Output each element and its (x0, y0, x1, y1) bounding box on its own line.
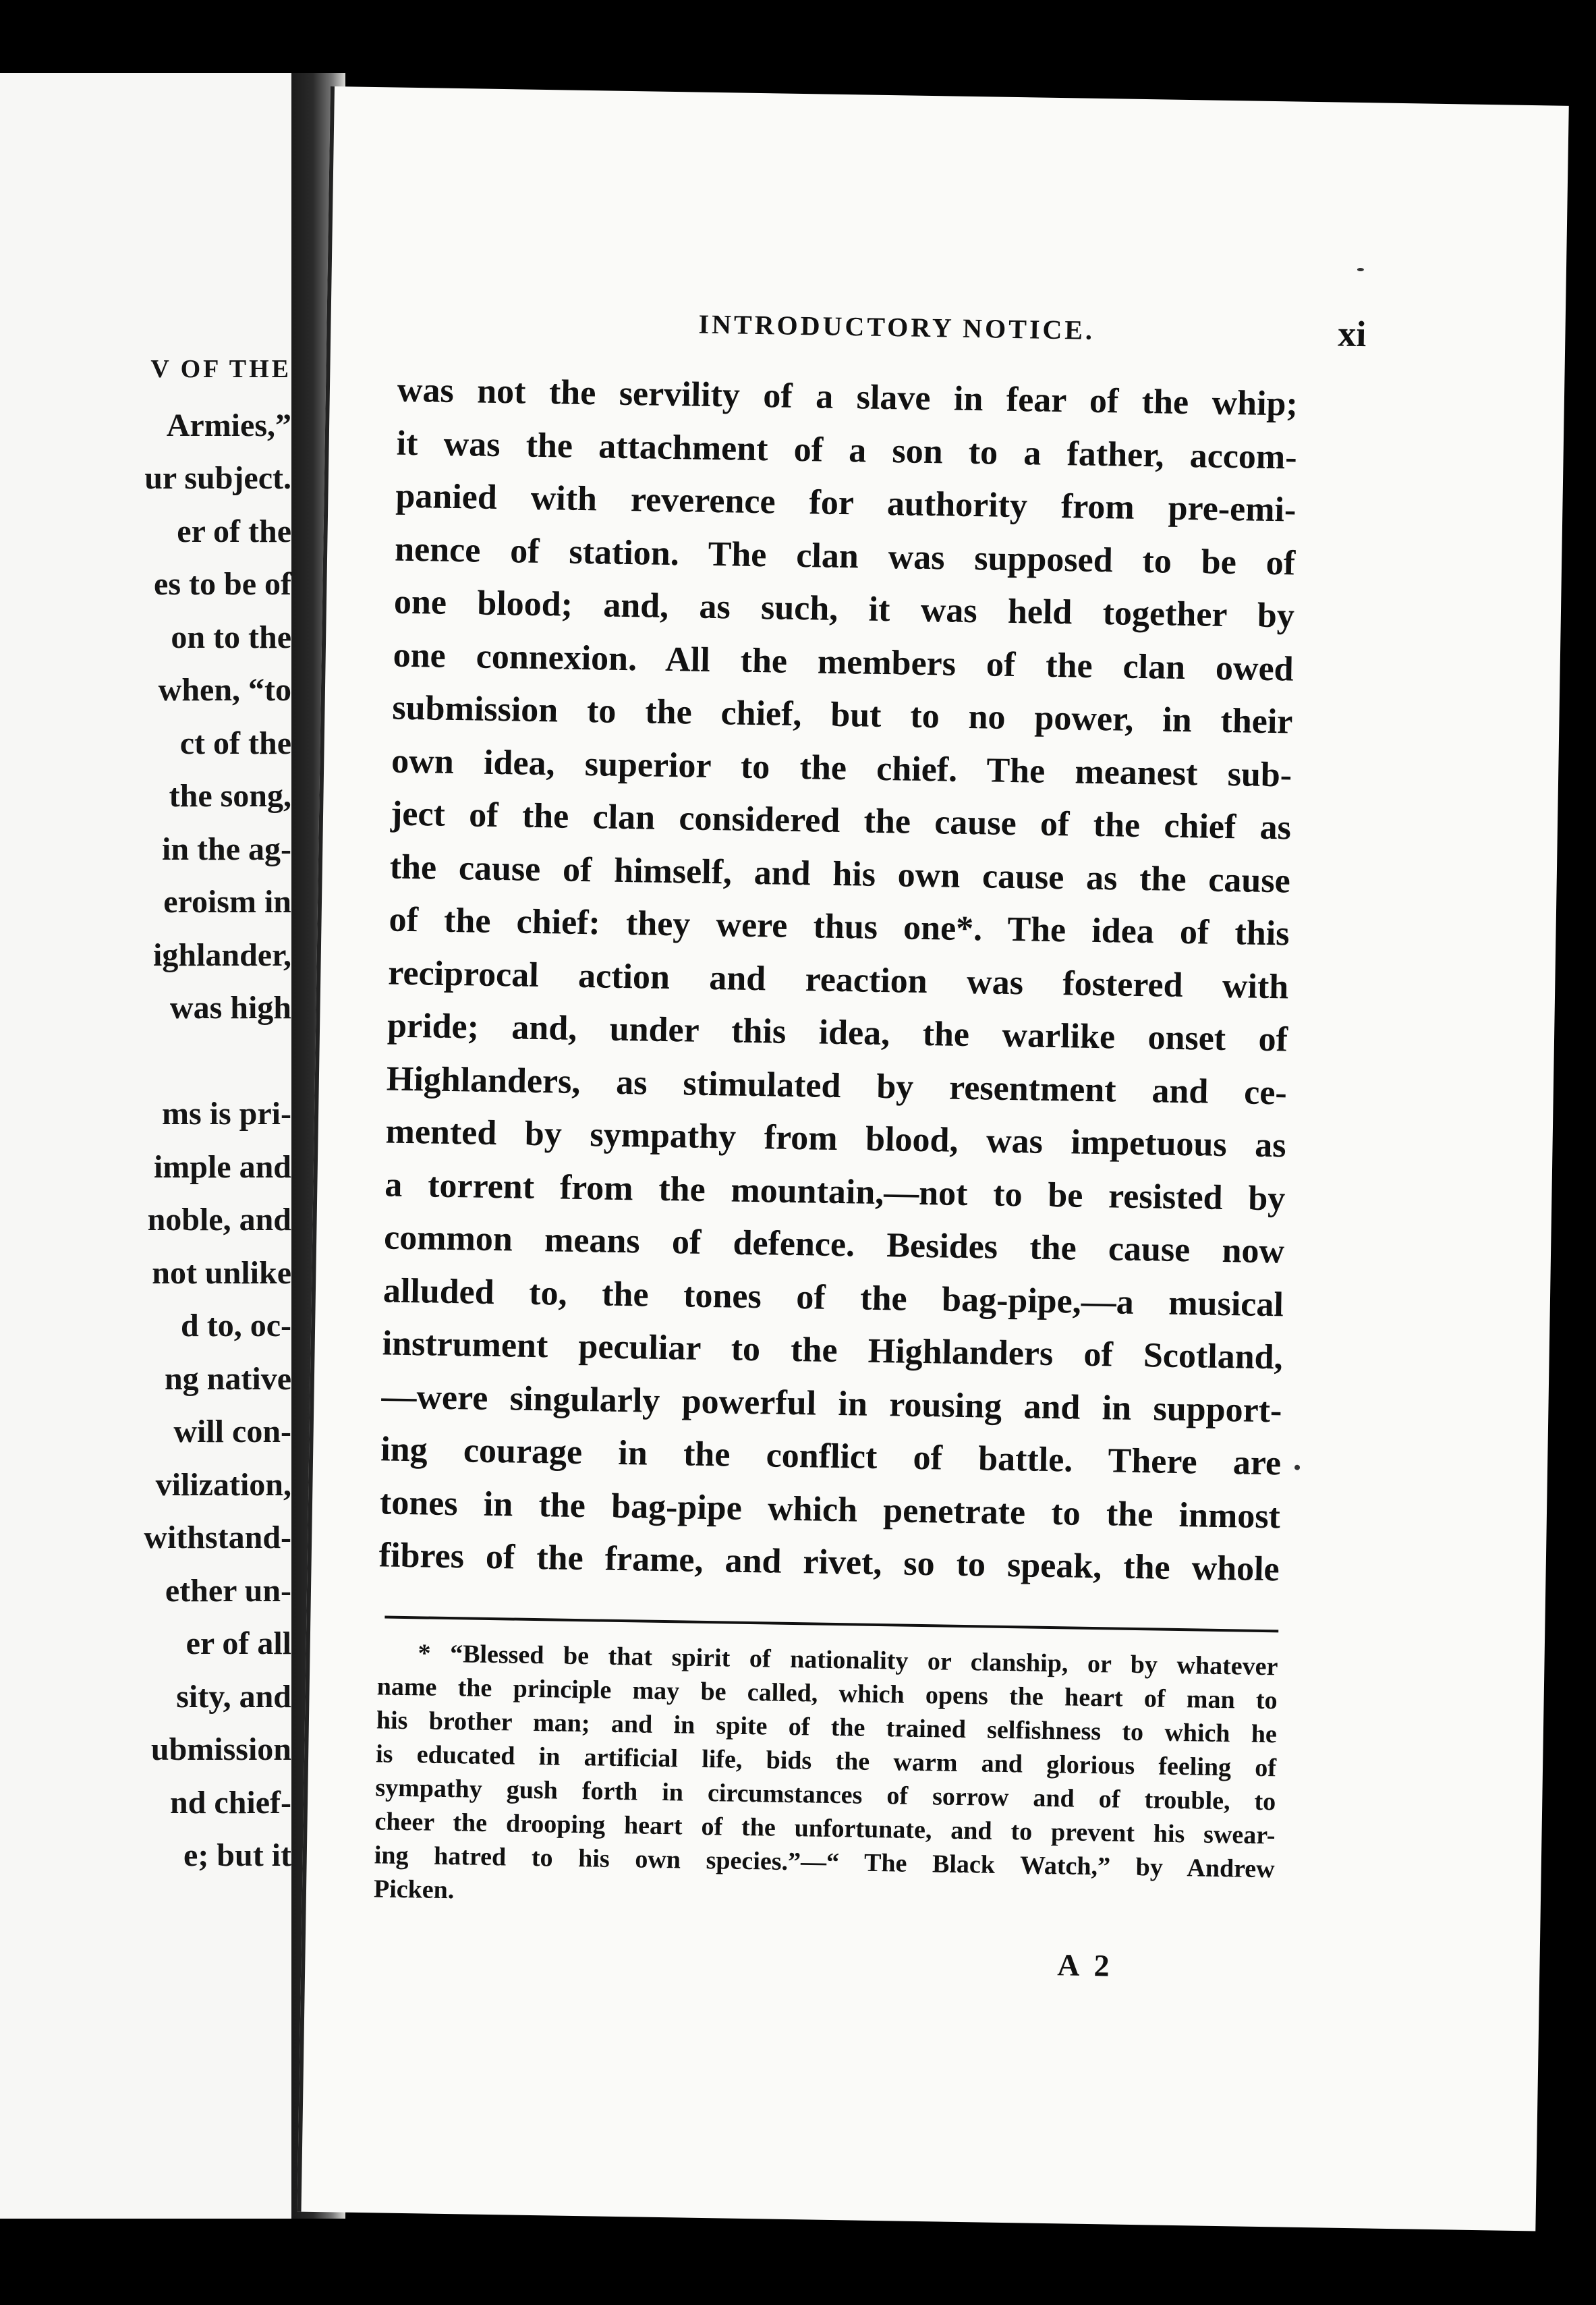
left-page-line: will con- (173, 1414, 291, 1449)
footnote-line: his brother man; and in spite of the trained selfishness to which he (376, 1706, 1278, 1749)
signature-mark: A 2 (1057, 1947, 1114, 1983)
left-page-line: es to be of (154, 566, 291, 602)
left-page-line: ur subject. (144, 460, 291, 496)
body-line: reciprocal action and reaction was fostered with (387, 953, 1289, 1006)
left-page-line: imple and (153, 1148, 291, 1185)
body-line: of the chief: they were thus one*. The idea of this (389, 900, 1290, 953)
left-page-line: Armies,” (166, 407, 291, 443)
body-line: fibres of the frame, and rivet, so to speak, the whole (378, 1536, 1280, 1589)
ink-speck (1294, 1465, 1300, 1470)
footnote-line: cheer the drooping heart of the unfortunate, and to prevent his swear- (374, 1807, 1276, 1850)
right-page (297, 86, 1569, 2231)
footnote-line: sympathy gush forth in circumstances of sorrow and of trouble, to (375, 1773, 1276, 1816)
body-line: panied with reverence for authority from pre-emi- (395, 476, 1296, 530)
body-line: tones in the bag-pipe which penetrate to the inmost (379, 1482, 1281, 1536)
body-line: alluded to, the tones of the bag-pipe,—a musical (382, 1271, 1284, 1324)
left-page-line: not unlike (152, 1254, 291, 1291)
body-line: Highlanders, as stimulated by resentment and ce- (386, 1059, 1288, 1112)
left-page-line: on to the (171, 619, 291, 655)
footnote-rule (384, 1616, 1278, 1633)
left-page-line: ubmission (150, 1731, 291, 1767)
left-page-line: er of all (186, 1626, 291, 1661)
footnote-line: name the principle may be called, which opens the heart of man to (376, 1672, 1278, 1715)
page-number: xi (1337, 313, 1367, 355)
body-line: it was the attachment of a son to a father, accom- (396, 424, 1297, 477)
footnote-line: Picken. (373, 1874, 455, 1905)
left-page-line: when, “to (158, 672, 291, 708)
body-line: was not the servility of a slave in fear of the whip; (397, 370, 1299, 424)
left-page-line: nd chief- (170, 1784, 291, 1821)
left-page-line: noble, and (147, 1202, 291, 1238)
left-page-line: was high (169, 990, 291, 1026)
body-line: ject of the clan considered the cause of the chief as (390, 794, 1292, 848)
left-facing-page (0, 73, 291, 2219)
body-line: —were singularly powerful in rousing and in support- (381, 1377, 1282, 1430)
running-header (698, 308, 1367, 355)
body-line: a torrent from the mountain,—not to be resisted by (384, 1165, 1286, 1218)
left-page-line: ether un- (165, 1572, 291, 1609)
left-page-line: V OF THE (150, 355, 291, 383)
body-line: instrument peculiar to the Highlanders of Scotland, (382, 1324, 1284, 1377)
body-line: own idea, superior to the chief. The meanest sub- (391, 742, 1292, 795)
left-page-line: eroism in (163, 884, 291, 920)
body-line: common means of defence. Besides the cause now (383, 1218, 1285, 1271)
footnote (374, 1636, 1278, 1920)
footnote-line: ing hatred to his own species.”—“ The Black Watch,” by Andrew (374, 1841, 1275, 1884)
body-line: one connexion. All the members of the clan owed (393, 636, 1294, 689)
ink-speck (1357, 268, 1364, 271)
body-line: submission to the chief, but to no power, in their (392, 688, 1293, 742)
running-title: INTRODUCTORY NOTICE. (698, 308, 1095, 345)
left-page-line: d to, oc- (181, 1308, 291, 1343)
left-page-line: ms is pri- (162, 1096, 291, 1132)
body-text (378, 364, 1298, 1596)
body-line: nence of station. The clan was supposed to be of (394, 530, 1296, 583)
left-page-line: ng native (164, 1360, 291, 1397)
left-page-line: ighlander, (153, 937, 291, 973)
left-page-line: withstand- (144, 1520, 291, 1555)
body-line: ing courage in the conflict of battle. There are (380, 1430, 1282, 1483)
left-page-line: sity, and (176, 1678, 291, 1715)
body-line: one blood; and, as such, it was held together by (393, 582, 1295, 636)
left-page-line: er of the (177, 513, 291, 549)
body-line: mented by sympathy from blood, was impetuous as (385, 1112, 1286, 1165)
left-page-line: vilization, (155, 1466, 291, 1503)
body-line: pride; and, under this idea, the warlike onset of (387, 1006, 1288, 1059)
footnote-line: * “Blessed be that spirit of nationality or clanship, or by whatever (418, 1639, 1278, 1682)
left-page-line: ct of the (179, 725, 291, 761)
left-page-line: e; but it (183, 1837, 291, 1873)
footnote-line: is educated in artificial life, bids the warm and glorious feeling of (375, 1740, 1277, 1783)
left-page-line: in the ag- (162, 831, 291, 867)
left-page-line: the song, (169, 778, 291, 814)
body-line: the cause of himself, and his own cause as the cause (389, 848, 1291, 900)
